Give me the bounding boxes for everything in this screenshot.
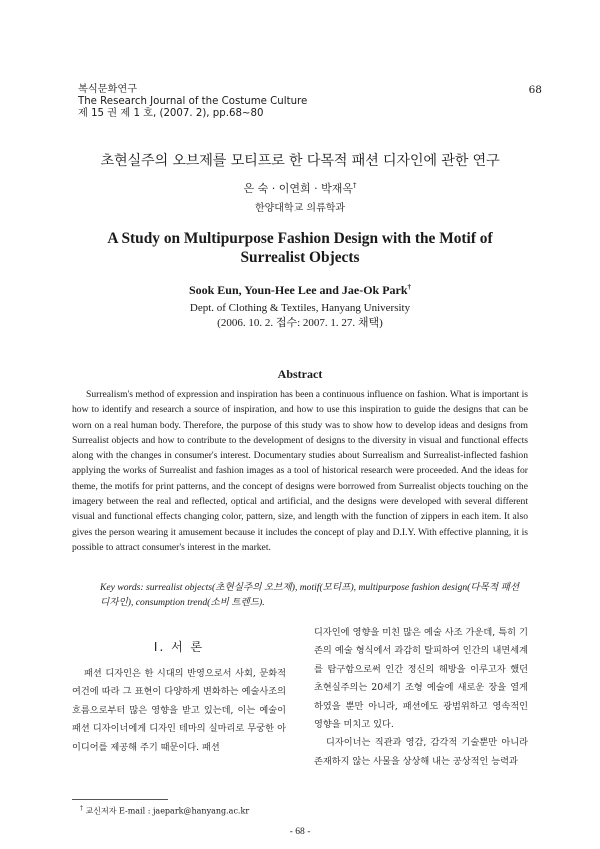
intro-paragraph-1-cont: 디자인에 영향을 미친 많은 예술 사조 가운데, 특히 기존의 예술 형식에서 과감히 탈피하여 인간의 내면세계를 탐구함으로써 인간 정신의 해방을 이루고자 했던 초현실주의는 20세기 조형 예술에 새로운 장을 열게 하였을 뿐만 아니라, 패션에도 광범위하고 영속적인 영향을 미치고 있다. bbox=[314, 627, 528, 731]
page-footer: - 68 - bbox=[289, 826, 311, 837]
abstract-body bbox=[72, 387, 528, 555]
intro-paragraph-1: 패션 디자인은 한 시대의 반영으로서 사회, 문화적 여건에 따라 그 표현이 다양하게 변화하는 예술사조의 흐름으로부터 많은 영향을 받고 있는데, 이는 예술이 패션 디자이너에게 디자인 테마의 실마리로 무궁한 아이디어를 제공해 주기 때문이다. 패션 bbox=[72, 668, 286, 753]
journal-header bbox=[78, 84, 307, 121]
page-number: 68 bbox=[528, 84, 542, 96]
corresponding-mark-en: † bbox=[407, 283, 412, 291]
authors-korean bbox=[0, 180, 600, 196]
abstract-text: Surrealism's method of expression and inspiration has been a continuous influence on fashion. What is important is how to identify and research a source of inspiration, and how to use this inspiration to guide the designs that can be worn on a real human body. Therefore, the purpose of this study was to show how to develop ideas and designs from Surrealist objects and how to contribute to the development of designs to the diversity in visual and functional effects along with the changes in consumer's interest. Documentary studies about Surrealism and Surrealist-inflected fashion applying the works of Surrealist and fashion images as a tool of historical research were proceeded. And the ideas for theme, the motifs for print patterns, and the concept of designs were borrowed from Surrealist objects touching on the imagery between the real and reflected, optical and artificial, and the designs were developed with several different visual and functional effects changing color, pattern, size, and length with the function of zippers in each item. It also gives the person wearing it amusement because it includes the concept of play and D.I.Y. With effective planning, it is possible to attract consumer's interest in the market. bbox=[72, 389, 528, 553]
authors-english-text: Sook Eun, Youn-Hee Lee and Jae-Ok Park bbox=[188, 283, 408, 297]
journal-name-en: The Research Journal of the Costume Culture bbox=[78, 96, 308, 108]
column-left bbox=[72, 665, 286, 757]
journal-volume: 제 15 권 제 1 호, (2007. 2), pp.68~80 bbox=[78, 108, 264, 120]
title-korean: 초현실주의 오브제를 모티프로 한 다목적 패션 디자인에 관한 연구 bbox=[100, 153, 500, 169]
received-date: (2006. 10. 2. 접수: 2007. 1. 27. 채택) bbox=[217, 317, 383, 329]
footnote-rule bbox=[72, 799, 168, 800]
title-english-line1: A Study on Multipurpose Fashion Design with the Motif of bbox=[107, 230, 493, 247]
title-english-line2: Surrealist Objects bbox=[240, 249, 360, 266]
authors-korean-text: 은 숙 · 이연희 · 박재옥 bbox=[243, 182, 353, 195]
corresponding-mark: † bbox=[352, 181, 357, 190]
footnote-mark: † bbox=[80, 805, 83, 812]
authors-english bbox=[0, 283, 600, 298]
section-heading: Ⅰ. 서 론 bbox=[153, 640, 205, 654]
affiliation-english-text: Dept. of Clothing & Textiles, Hanyang University bbox=[189, 302, 411, 314]
affiliation-korean: 한양대학교 의류학과 bbox=[254, 203, 346, 214]
affiliation-english bbox=[0, 301, 600, 331]
column-right bbox=[314, 624, 528, 771]
keywords: Key words: surrealist objects(초현실주의 오브제), motif(모티프), multipurpose fashion design(다목적 패션 디자인), consumption trend(소비 트렌드). bbox=[100, 582, 520, 609]
title-english bbox=[0, 229, 600, 267]
journal-name-kr: 복식문화연구 bbox=[78, 84, 138, 95]
intro-paragraph-2: 디자이너는 직관과 영감, 감각적 기술뿐만 아니라 존재하지 않는 사물을 상상해 내는 공상적인 능력과 bbox=[314, 737, 528, 767]
footnote bbox=[80, 805, 249, 817]
abstract-heading: Abstract bbox=[277, 367, 323, 381]
footnote-text: 교신저자 E-mail : jaepark@hanyang.ac.kr bbox=[85, 806, 250, 816]
